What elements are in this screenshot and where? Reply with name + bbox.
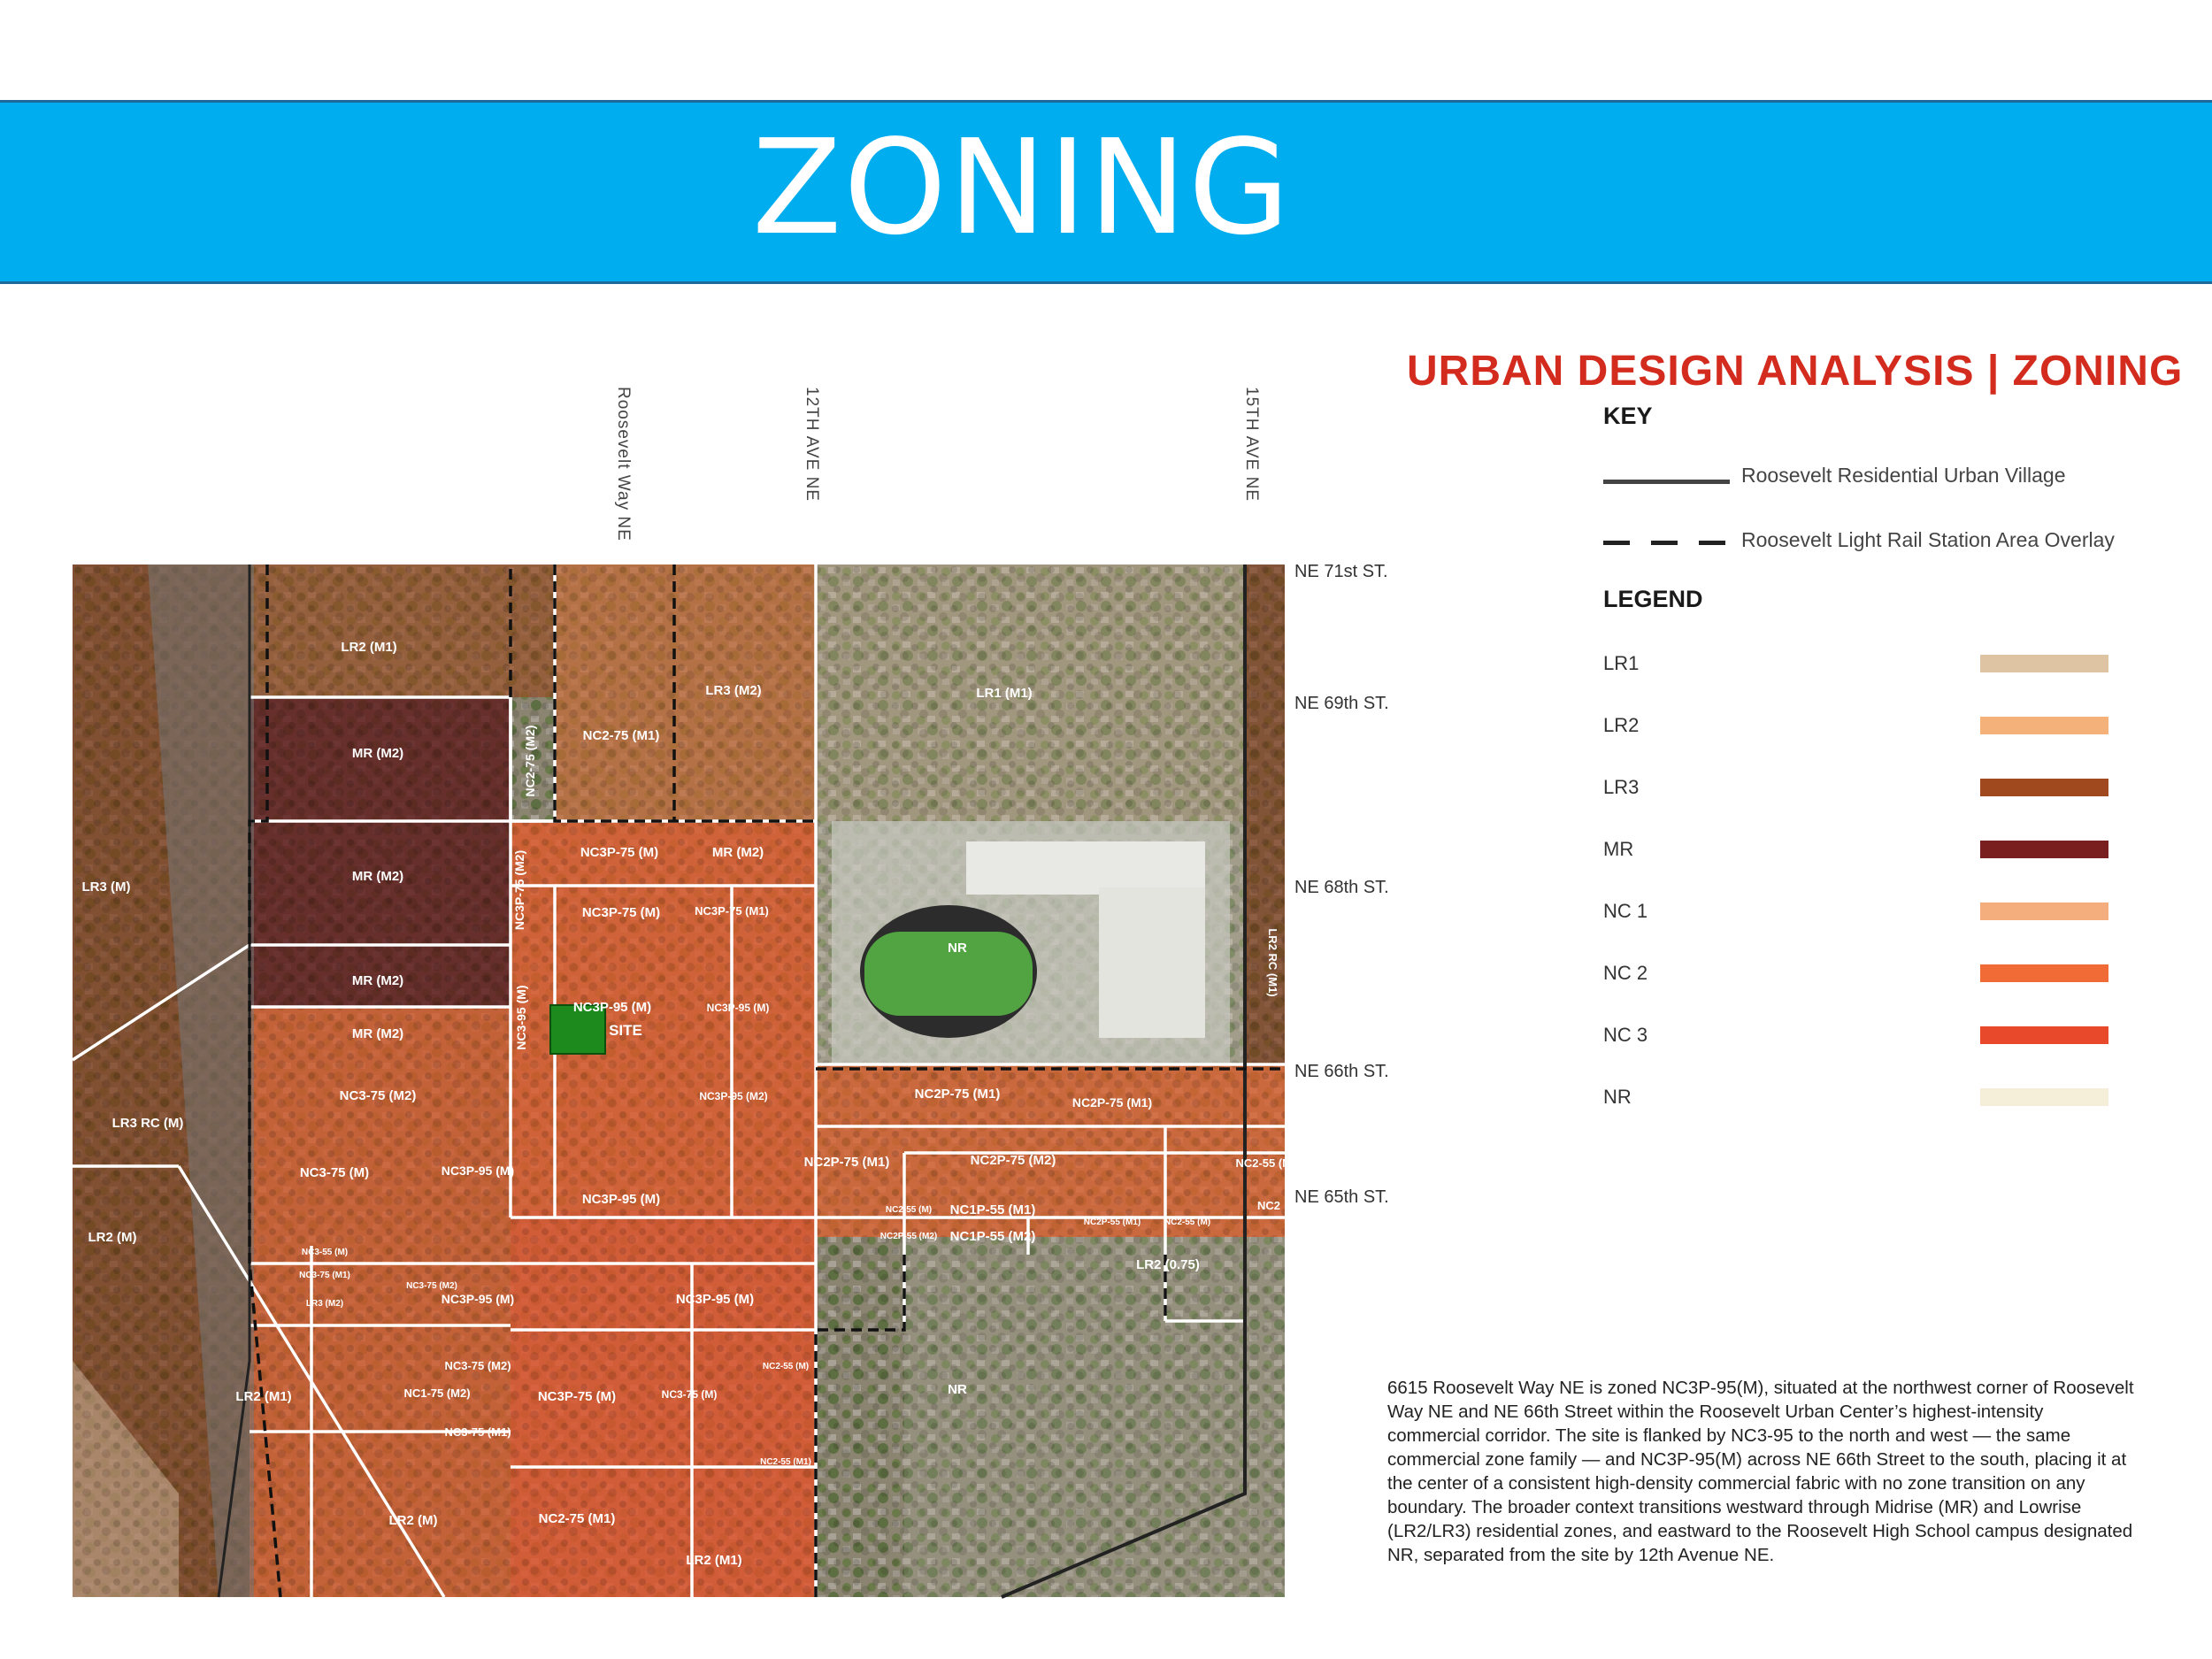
zone-label: NC3P-95 (M) [441,1292,515,1306]
zone-label: LR2 (M1) [686,1553,742,1568]
zone-label: LR2 (M) [388,1513,438,1528]
zone-label: NC1P-55 (M2) [949,1229,1036,1244]
street-label-ne-71st: NE 71st ST. [1294,562,1388,581]
legend-label: LR1 [1603,652,1640,674]
key-label-light-rail-overlay: Roosevelt Light Rail Station Area Overlay [1741,528,2115,551]
legend-label: LR3 [1603,776,1640,798]
street-label-12th-ave: 12TH AVE NE [803,387,821,502]
zone-label: NC3-95 (M) [514,985,528,1050]
zone-label: NR [948,1382,967,1397]
zone-label: LR2 (M) [88,1230,137,1245]
zone-label: NC3P-95 (M) [572,1000,652,1015]
legend-label: LR2 [1603,714,1640,736]
legend-swatch [1980,902,2108,920]
section-title: URBAN DESIGN ANALYSIS | ZONING [1407,348,2184,395]
zone-label: NC2P-75 (M1) [803,1155,890,1170]
zone-label: MR (M2) [351,1026,404,1041]
zone-label: LR3 (M2) [705,683,762,698]
legend-label: NC 2 [1603,962,1648,984]
zone-label: NC3-75 (M2) [444,1359,511,1372]
zone-label: NC3-75 (M) [299,1165,370,1180]
zone-label: LR2 (M1) [235,1389,292,1404]
zone-label: NC3P-75 (M) [580,845,659,860]
zone-label: LR1 (M1) [976,686,1033,701]
street-label-ne-65th: NE 65th ST. [1294,1187,1389,1207]
zone-label: LR2 RC (M1) [1266,928,1279,997]
zone-label: MR (M2) [711,845,764,860]
zone-label: NC3-75 (M) [661,1388,718,1401]
street-label-15th-ave: 15TH AVE NE [1242,387,1261,502]
school-building-east [1099,887,1205,1038]
legend-heading: LEGEND [1603,586,1703,612]
zone-label: MR (M2) [351,869,404,884]
zone-label: LR2 (0.75) [1136,1257,1200,1272]
street-label-ne-68th: NE 68th ST. [1294,878,1389,897]
zone-label: NC3P-75 (M2) [512,849,526,931]
legend-swatch [1980,841,2108,858]
site-label: SITE [609,1022,642,1039]
zone-label: NC3P-75 (M1) [695,904,769,918]
zone-label: MR (M2) [351,746,404,761]
zone-label: NC3P-95 (M) [581,1192,661,1207]
legend-label: NC 3 [1603,1024,1648,1046]
zone-label: NC3P-95 (M) [675,1292,755,1307]
zone-label: NC2-55 (M) [885,1205,933,1215]
legend-label: NC 1 [1603,900,1648,922]
title-banner [0,100,2212,284]
zone-label: NC2-55 (M) [762,1362,810,1371]
street-label-ne-69th: NE 69th ST. [1294,694,1389,713]
key-label-urban-village: Roosevelt Residential Urban Village [1741,464,2066,487]
zone-label: NC2P-55 (M2) [879,1232,938,1241]
zone-label: LR2 (M1) [341,640,397,655]
legend-label: MR [1603,838,1634,860]
key-heading: KEY [1603,403,1653,429]
zone-label: NC2P-75 (M1) [914,1087,1001,1102]
zone-label: NC2-75 (M2) [523,725,537,797]
legend-swatch [1980,1026,2108,1044]
key-dashed-line [1603,541,1730,545]
zone-label: NC2-55 (M) [1164,1217,1211,1227]
school-building [966,841,1205,895]
street-label-roosevelt-way: Roosevelt Way NE [614,387,633,541]
zone-label: NC3P-75 (M) [581,905,661,920]
zone-label: NC3-75 (M1) [299,1271,350,1280]
zone-label: NC3-75 (M1) [444,1425,511,1439]
zone-label: NC2P-75 (M2) [970,1153,1056,1168]
zone-label: MR (M2) [351,973,404,988]
zone-label: NC3-75 (M2) [406,1281,457,1291]
zone-label: NC3P-95 (M2) [699,1090,768,1102]
zone-label: LR3 RC (M) [111,1116,184,1131]
key-solid-line [1603,480,1730,484]
zone-label: NC3-75 (M2) [339,1088,417,1103]
zone-label: NC1-75 (M2) [403,1386,471,1400]
zone-label: NC3P-95 (M) [706,1002,770,1014]
zone-label: NC2 [1256,1199,1281,1212]
zone-label: LR3 (M2) [305,1299,344,1309]
zone-label: NC2-75 (M1) [538,1511,616,1526]
zone-label: NC2-55 (M1) [760,1457,811,1467]
legend-swatch [1980,655,2108,672]
zone-label: NC1P-55 (M1) [949,1202,1036,1217]
street-label-ne-66th: NE 66th ST. [1294,1062,1389,1081]
zone-label: NC2P-55 (M1) [1083,1217,1141,1227]
legend-swatch [1980,964,2108,982]
zone-label: NC3-55 (M) [301,1248,349,1257]
legend-swatch [1980,1088,2108,1106]
zoning-map [73,565,1302,1597]
zone-label: NC2P-75 (M1) [1071,1095,1153,1110]
zone-label: NC2-55 (M1) [1235,1156,1302,1170]
legend-label: NR [1603,1086,1632,1108]
zone-label: NC2-75 (M1) [582,728,660,743]
zoning-description: 6615 Roosevelt Way NE is zoned NC3P-95(M), situated at the northwest corner of Roosevelt Way NE and NE 66th Street within the Roosevelt Urban Center’s highest-intensity commercial corridor. The site is flanked by NC3-95 to the north and west — the same commercial zone family — and NC3P-95(M) across NE 66th Street to the south, placing it at the center of a consistent high-density commercial fabric with no zone transition on any boundary. The broader context transitions westward through Midrise (MR) and Lowrise (LR2/LR3) residential zones, and eastward to the Roosevelt High School campus designated NR, separated from the site by 12th Avenue NE. [1387,1378,2134,1565]
zone-label: NC3P-95 (M) [441,1164,515,1178]
zone-label: NC3P-75 (M) [537,1389,617,1404]
legend-swatch [1980,779,2108,796]
zone-label: NR [948,941,967,956]
legend-swatch [1980,717,2108,734]
page-title: ZONING [752,111,1292,264]
zone-label: LR3 (M) [81,879,131,895]
